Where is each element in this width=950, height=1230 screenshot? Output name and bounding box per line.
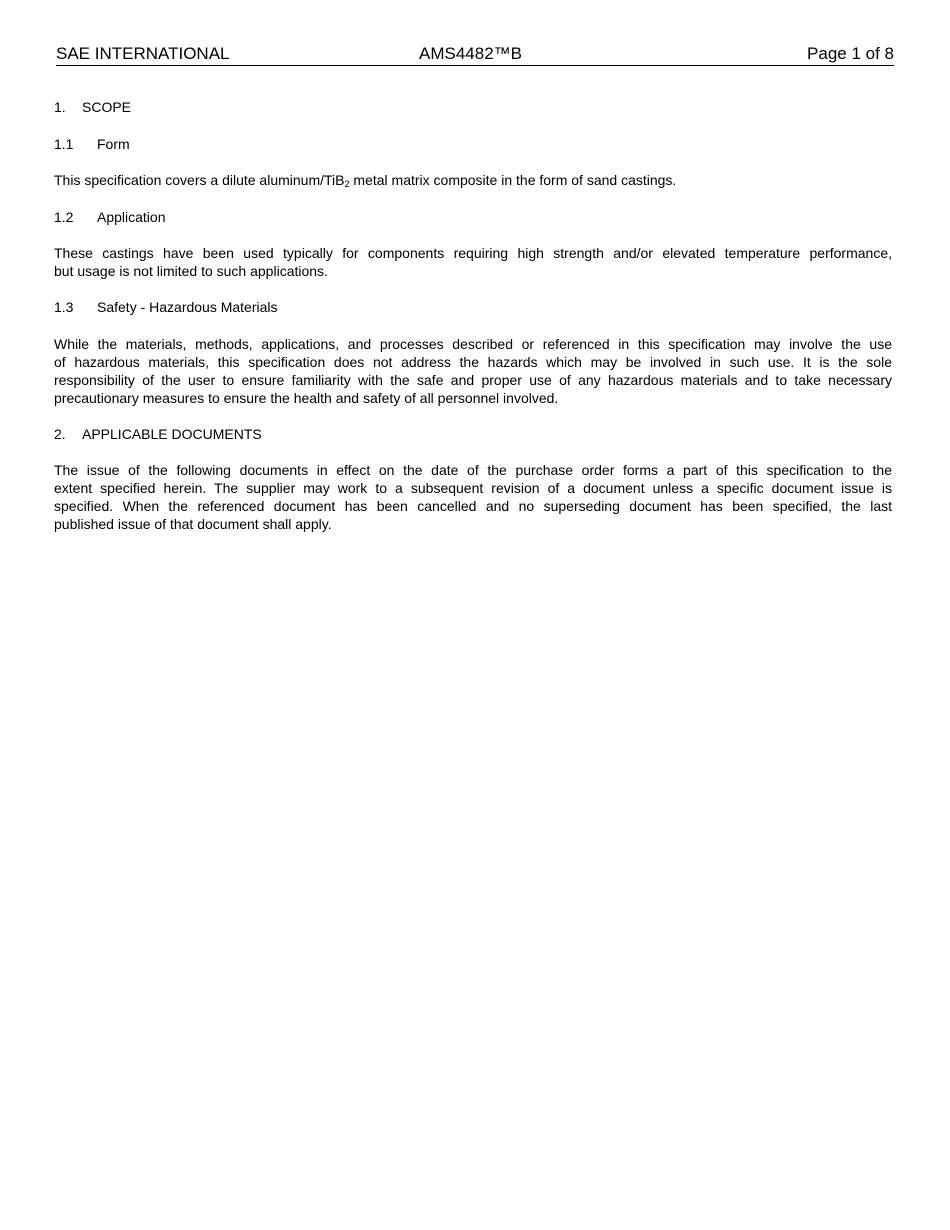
header-organization: SAE INTERNATIONAL	[56, 44, 230, 63]
paragraph-line: but usage is not limited to such applications.	[54, 263, 328, 279]
header-page-label: Page 1 of 8	[807, 44, 894, 63]
section-heading-application	[54, 208, 166, 226]
paragraph-line: extent specified herein. The supplier may work to a subsequent revision of a document unless a specific document issue is	[54, 480, 892, 496]
section-number: 2.	[54, 426, 66, 442]
section-title: SCOPE	[82, 99, 132, 115]
section-number: 1.3	[54, 299, 74, 315]
section-number: 1.	[54, 99, 66, 115]
section-title: Form	[97, 136, 130, 152]
paragraph-line: While the materials, methods, applications, and processes described or referenced in this specification may involve the use	[54, 336, 892, 352]
paragraph-line: The issue of the following documents in effect on the date of the purchase order forms a part of this specification to the	[54, 462, 892, 478]
paragraph-line: precautionary measures to ensure the health and safety of all personnel involved.	[54, 390, 559, 406]
section-heading-safety	[54, 298, 278, 316]
paragraph-line: published issue of that document shall apply.	[54, 516, 332, 532]
paragraph-line: specified. When the referenced document has been cancelled and no superseding document has been specified, the last	[54, 498, 892, 514]
section-heading-form	[54, 135, 130, 153]
section-title: Application	[97, 209, 166, 225]
paragraph-line: responsibility of the user to ensure familiarity with the safe and proper use of any hazardous materials and to take necessary	[54, 372, 892, 388]
paragraph-line	[54, 171, 892, 189]
section-number: 1.2	[54, 209, 74, 225]
paragraph-line: These castings have been used typically for components requiring high strength and/or elevated temperature performance,	[54, 245, 892, 261]
section-title: APPLICABLE DOCUMENTS	[82, 426, 262, 442]
subscript: 2	[344, 179, 350, 189]
header-document-number: AMS4482™B	[419, 44, 522, 63]
section-heading-applicable-documents	[54, 425, 262, 443]
paragraph-applicable-documents	[54, 461, 892, 533]
page-header	[56, 44, 894, 66]
section-number: 1.1	[54, 136, 74, 152]
text-run: This specification covers a dilute aluminum/TiB	[54, 172, 345, 188]
paragraph-line: of hazardous materials, this specification does not address the hazards which may be involved in such use. It is the sole	[54, 354, 892, 370]
paragraph-form	[54, 171, 892, 189]
section-title: Safety - Hazardous Materials	[97, 299, 278, 315]
section-heading-scope	[54, 98, 132, 116]
text-run: metal matrix composite in the form of sand castings.	[349, 172, 677, 188]
paragraph-application	[54, 244, 892, 280]
paragraph-safety	[54, 335, 892, 407]
